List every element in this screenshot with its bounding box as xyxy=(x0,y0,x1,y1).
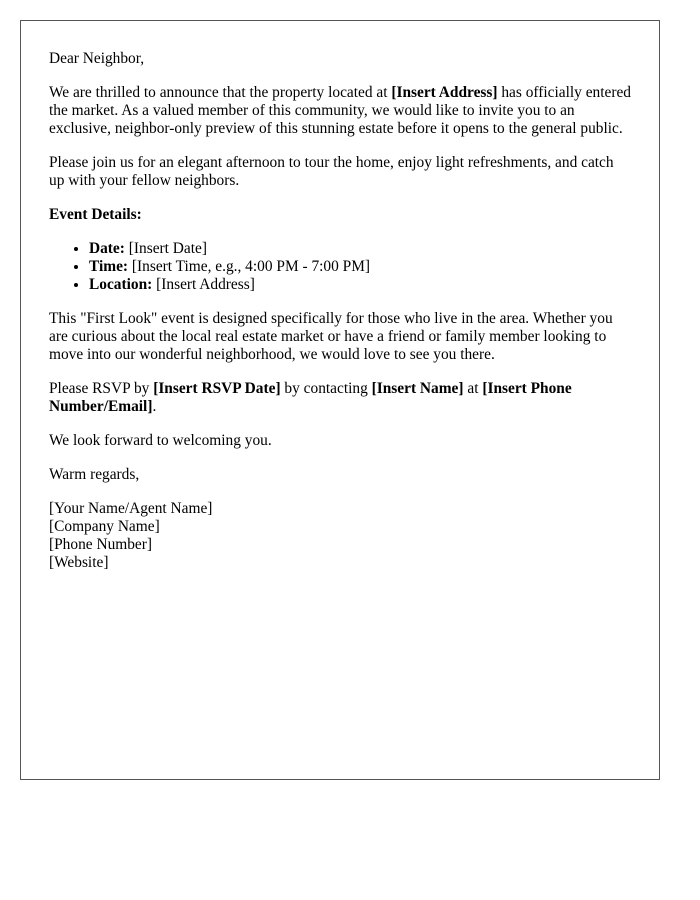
rsvp-date: [Insert RSVP Date] xyxy=(153,380,281,397)
closing-line: We look forward to welcoming you. xyxy=(49,432,272,449)
intro-text-1: We are thrilled to announce that the property located at xyxy=(49,84,392,101)
event-details-list xyxy=(49,240,631,294)
event-item-value: [Insert Date] xyxy=(124,240,207,257)
signature-website: [Website] xyxy=(49,554,109,571)
signature-block xyxy=(49,500,631,572)
event-item-value: [Insert Address] xyxy=(152,276,255,293)
property-address: [Insert Address] xyxy=(391,84,498,101)
event-item-label: Date: xyxy=(89,240,125,257)
intro-text-2: has officially entered the market. As a valued member of this community, we would like to invite you to an exclusive, neighbor-only preview of this stunning estate before it opens to the general public. xyxy=(49,84,631,137)
letter-page xyxy=(20,20,660,780)
rsvp-contact-info: [Insert Phone Number/Email] xyxy=(49,380,572,415)
event-description: This "First Look" event is designed specifically for those who live in the area. Whether you are curious about the local real estate market or have a friend or family member looking to move into our wonderful neighborhood, we would love to see you there. xyxy=(49,310,613,363)
intro-paragraph xyxy=(49,84,631,138)
event-item-date xyxy=(89,240,631,258)
signature-phone: [Phone Number] xyxy=(49,536,153,553)
event-item-time xyxy=(89,258,631,276)
event-item-label: Time: xyxy=(89,258,129,275)
signoff: Warm regards, xyxy=(49,466,140,483)
event-item-value: [Insert Time, e.g., 4:00 PM - 7:00 PM] xyxy=(128,258,371,275)
event-item-location xyxy=(89,276,631,294)
signature-company: [Company Name] xyxy=(49,518,160,535)
signature-agent-name: [Your Name/Agent Name] xyxy=(49,500,213,517)
rsvp-paragraph: Please RSVP by [Insert RSVP Date] by contacting [Insert Name] at [Insert Phone Number/Email]. xyxy=(49,380,572,415)
rsvp-contact-name: [Insert Name] xyxy=(371,380,464,397)
event-details-heading: Event Details: xyxy=(49,206,142,223)
event-item-label: Location: xyxy=(89,276,153,293)
invite-paragraph: Please join us for an elegant afternoon to tour the home, enjoy light refreshments, and catch up with your fellow neighbors. xyxy=(49,154,614,189)
salutation: Dear Neighbor, xyxy=(49,50,145,67)
